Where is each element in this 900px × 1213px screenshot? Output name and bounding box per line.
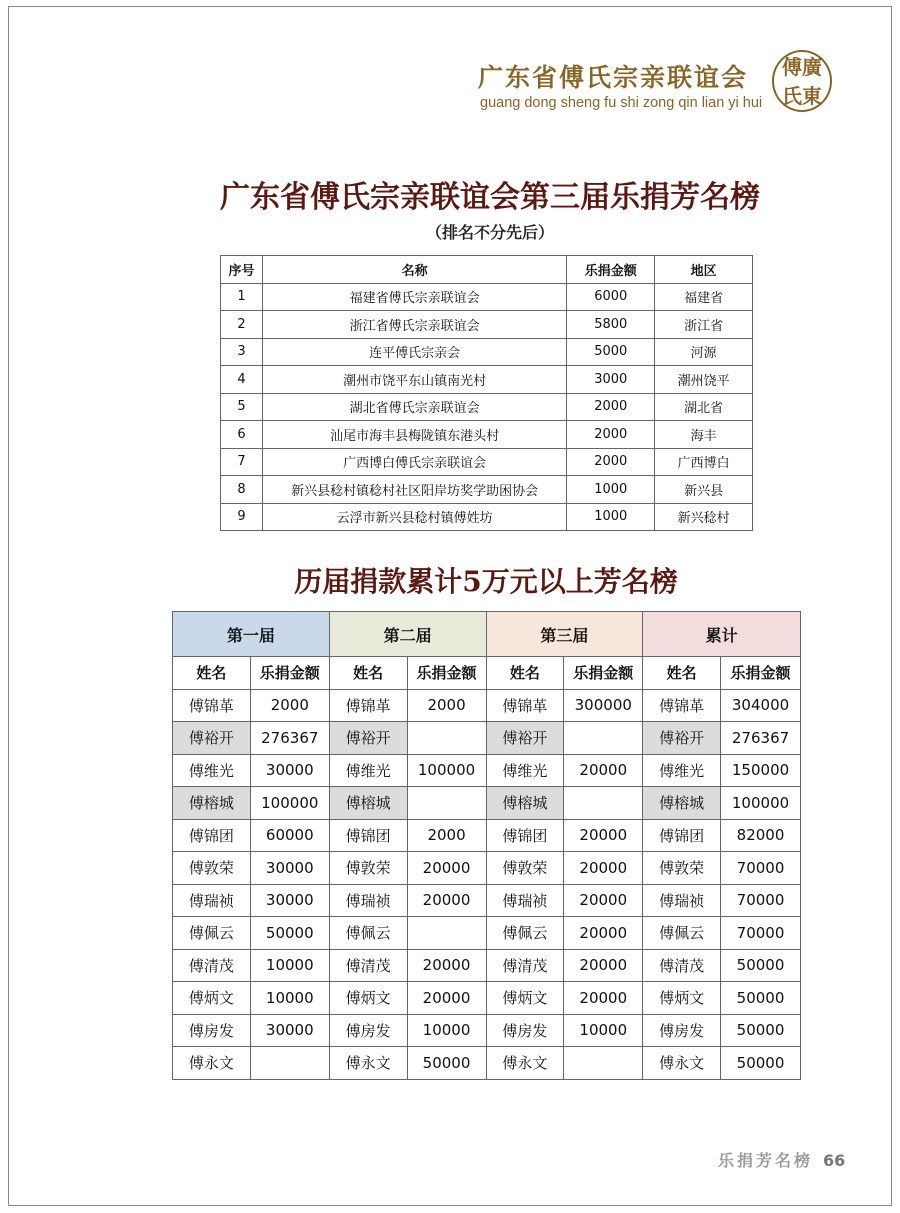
subheader-amount: 乐捐金额 bbox=[564, 657, 643, 690]
cell-name: 傅佩云 bbox=[329, 917, 407, 950]
cell-name: 傅锦团 bbox=[486, 819, 564, 852]
group-header-row bbox=[173, 612, 801, 657]
table-row bbox=[221, 338, 753, 366]
cell-amount: 30000 bbox=[250, 1014, 329, 1047]
cell-name: 傅敦荣 bbox=[486, 852, 564, 885]
cell-amount: 5800 bbox=[567, 311, 655, 339]
cell-name: 傅瑞祯 bbox=[486, 884, 564, 917]
cell-amount: 20000 bbox=[407, 982, 486, 1015]
cell-amount: 50000 bbox=[407, 1047, 486, 1080]
cell-region: 新兴县 bbox=[655, 476, 753, 504]
cell-region: 浙江省 bbox=[655, 311, 753, 339]
cell-amount: 70000 bbox=[721, 852, 801, 885]
cell-name: 傅榕城 bbox=[486, 787, 564, 820]
cell-index: 8 bbox=[221, 476, 263, 504]
cell-amount: 50000 bbox=[721, 1014, 801, 1047]
cell-amount: 304000 bbox=[721, 689, 801, 722]
cell-name: 傅敦荣 bbox=[643, 852, 721, 885]
subheader-amount: 乐捐金额 bbox=[250, 657, 329, 690]
cell-amount: 50000 bbox=[721, 982, 801, 1015]
cell-amount: 82000 bbox=[721, 819, 801, 852]
cell-amount: 70000 bbox=[721, 884, 801, 917]
cell-name: 傅维光 bbox=[173, 754, 251, 787]
cell-amount: 150000 bbox=[721, 754, 801, 787]
cell-name: 傅裕开 bbox=[173, 722, 251, 755]
cell-amount: 10000 bbox=[250, 949, 329, 982]
cell-name: 傅瑞祯 bbox=[173, 884, 251, 917]
table-row bbox=[173, 884, 801, 917]
cell-name: 傅永文 bbox=[329, 1047, 407, 1080]
cell-amount: 60000 bbox=[250, 819, 329, 852]
column-header: 乐捐金额 bbox=[567, 256, 655, 284]
cell-region: 福建省 bbox=[655, 283, 753, 311]
table-row bbox=[173, 1047, 801, 1080]
cell-name: 傅佩云 bbox=[173, 917, 251, 950]
cell-name: 福建省傅氏宗亲联谊会 bbox=[262, 283, 566, 311]
cell-amount: 6000 bbox=[567, 283, 655, 311]
cell-name: 傅锦团 bbox=[329, 819, 407, 852]
cell-region: 新兴稔村 bbox=[655, 503, 753, 531]
cell-index: 6 bbox=[221, 421, 263, 449]
cell-amount: 100000 bbox=[407, 754, 486, 787]
table-row bbox=[173, 982, 801, 1015]
cell-name: 傅敦荣 bbox=[173, 852, 251, 885]
group-header: 累计 bbox=[643, 612, 801, 657]
cell-name: 新兴县稔村镇稔村社区阳岸坊奖学助困协会 bbox=[262, 476, 566, 504]
subheader-name: 姓名 bbox=[173, 657, 251, 690]
table-row bbox=[221, 283, 753, 311]
cell-index: 3 bbox=[221, 338, 263, 366]
cell-index: 4 bbox=[221, 366, 263, 394]
cell-amount: 2000 bbox=[567, 448, 655, 476]
cell-amount: 10000 bbox=[564, 1014, 643, 1047]
table-row bbox=[221, 311, 753, 339]
cell-name: 傅锦革 bbox=[486, 689, 564, 722]
table-row bbox=[221, 503, 753, 531]
cell-amount bbox=[250, 1047, 329, 1080]
cell-name: 傅裕开 bbox=[486, 722, 564, 755]
cell-region: 广西博白 bbox=[655, 448, 753, 476]
cell-name: 傅房发 bbox=[486, 1014, 564, 1047]
header-org-pinyin: guang dong sheng fu shi zong qin lian yi hui bbox=[480, 95, 763, 111]
table-row bbox=[221, 476, 753, 504]
cell-name: 傅佩云 bbox=[486, 917, 564, 950]
cell-region: 潮州饶平 bbox=[655, 366, 753, 394]
table-row bbox=[221, 393, 753, 421]
column-header: 名称 bbox=[262, 256, 566, 284]
cell-name: 傅清茂 bbox=[173, 949, 251, 982]
cell-amount: 2000 bbox=[567, 421, 655, 449]
cell-amount: 100000 bbox=[721, 787, 801, 820]
cell-amount: 5000 bbox=[567, 338, 655, 366]
cell-name: 傅佩云 bbox=[643, 917, 721, 950]
subheader-row bbox=[173, 657, 801, 690]
page-title: 广东省傅氏宗亲联谊会第三届乐捐芳名榜 bbox=[220, 180, 760, 215]
table-row bbox=[173, 917, 801, 950]
table-row bbox=[221, 366, 753, 394]
cell-amount: 30000 bbox=[250, 852, 329, 885]
cell-name: 傅炳文 bbox=[173, 982, 251, 1015]
cell-name: 傅锦革 bbox=[329, 689, 407, 722]
cell-region: 河源 bbox=[655, 338, 753, 366]
column-header: 地区 bbox=[655, 256, 753, 284]
cell-name: 傅维光 bbox=[486, 754, 564, 787]
cell-name: 浙江省傅氏宗亲联谊会 bbox=[262, 311, 566, 339]
table-row bbox=[173, 787, 801, 820]
footer-section: 乐捐芳名榜 bbox=[718, 1151, 814, 1170]
cell-amount: 3000 bbox=[567, 366, 655, 394]
cell-name: 傅房发 bbox=[173, 1014, 251, 1047]
cell-amount: 2000 bbox=[407, 819, 486, 852]
cell-name: 傅炳文 bbox=[643, 982, 721, 1015]
cell-amount: 20000 bbox=[564, 949, 643, 982]
table-row bbox=[221, 421, 753, 449]
cell-amount: 20000 bbox=[564, 884, 643, 917]
cell-index: 2 bbox=[221, 311, 263, 339]
cell-amount: 20000 bbox=[564, 917, 643, 950]
cell-name: 傅敦荣 bbox=[329, 852, 407, 885]
cell-amount: 300000 bbox=[564, 689, 643, 722]
subheader-name: 姓名 bbox=[643, 657, 721, 690]
cell-name: 傅房发 bbox=[329, 1014, 407, 1047]
cell-name: 广西博白傅氏宗亲联谊会 bbox=[262, 448, 566, 476]
cell-name: 傅炳文 bbox=[486, 982, 564, 1015]
cell-name: 傅房发 bbox=[643, 1014, 721, 1047]
group-header: 第三届 bbox=[486, 612, 643, 657]
cell-amount: 20000 bbox=[564, 754, 643, 787]
cell-name: 傅瑞祯 bbox=[329, 884, 407, 917]
cell-amount: 30000 bbox=[250, 884, 329, 917]
table-row bbox=[173, 754, 801, 787]
cell-name: 连平傅氏宗亲会 bbox=[262, 338, 566, 366]
cell-amount: 10000 bbox=[250, 982, 329, 1015]
table-header-row bbox=[221, 256, 753, 284]
cell-amount bbox=[407, 787, 486, 820]
cell-amount: 2000 bbox=[407, 689, 486, 722]
cell-name: 傅裕开 bbox=[643, 722, 721, 755]
cell-amount: 20000 bbox=[564, 982, 643, 1015]
cell-amount: 10000 bbox=[407, 1014, 486, 1047]
cell-region: 海丰 bbox=[655, 421, 753, 449]
cell-amount bbox=[407, 722, 486, 755]
page-subtitle: （排名不分先后） bbox=[425, 223, 554, 242]
cell-amount: 70000 bbox=[721, 917, 801, 950]
group-header: 第二届 bbox=[329, 612, 486, 657]
cell-name: 傅清茂 bbox=[329, 949, 407, 982]
cell-amount: 2000 bbox=[567, 393, 655, 421]
cumulative-title: 历届捐款累计5万元以上芳名榜 bbox=[294, 565, 678, 598]
cell-amount: 50000 bbox=[250, 917, 329, 950]
table-row bbox=[173, 949, 801, 982]
table-row bbox=[173, 852, 801, 885]
cell-amount bbox=[407, 917, 486, 950]
cell-amount: 20000 bbox=[564, 852, 643, 885]
subheader-name: 姓名 bbox=[486, 657, 564, 690]
cell-name: 傅永文 bbox=[486, 1047, 564, 1080]
cell-index: 5 bbox=[221, 393, 263, 421]
cell-amount: 2000 bbox=[250, 689, 329, 722]
cell-name: 傅榕城 bbox=[173, 787, 251, 820]
cell-amount: 1000 bbox=[567, 476, 655, 504]
cell-name: 傅维光 bbox=[329, 754, 407, 787]
cell-amount: 276367 bbox=[721, 722, 801, 755]
cell-amount: 276367 bbox=[250, 722, 329, 755]
cell-name: 傅清茂 bbox=[643, 949, 721, 982]
table-row bbox=[173, 689, 801, 722]
cell-amount bbox=[564, 787, 643, 820]
donation-table bbox=[220, 255, 753, 531]
cell-amount: 20000 bbox=[564, 819, 643, 852]
cell-name: 傅榕城 bbox=[329, 787, 407, 820]
cell-amount: 30000 bbox=[250, 754, 329, 787]
footer bbox=[718, 1148, 845, 1171]
cell-amount: 20000 bbox=[407, 852, 486, 885]
cell-name: 傅锦革 bbox=[643, 689, 721, 722]
cell-amount: 100000 bbox=[250, 787, 329, 820]
cell-name: 傅裕开 bbox=[329, 722, 407, 755]
table-row bbox=[221, 448, 753, 476]
cell-name: 傅永文 bbox=[643, 1047, 721, 1080]
cell-amount: 50000 bbox=[721, 949, 801, 982]
column-header: 序号 bbox=[221, 256, 263, 284]
cell-amount: 50000 bbox=[721, 1047, 801, 1080]
cell-amount: 20000 bbox=[407, 949, 486, 982]
cell-index: 7 bbox=[221, 448, 263, 476]
group-header: 第一届 bbox=[173, 612, 330, 657]
cell-region: 湖北省 bbox=[655, 393, 753, 421]
cell-name: 傅锦团 bbox=[173, 819, 251, 852]
cell-name: 湖北省傅氏宗亲联谊会 bbox=[262, 393, 566, 421]
subheader-name: 姓名 bbox=[329, 657, 407, 690]
table-row bbox=[173, 722, 801, 755]
cumulative-table bbox=[172, 611, 801, 1080]
subheader-amount: 乐捐金额 bbox=[721, 657, 801, 690]
cell-name: 云浮市新兴县稔村镇傅姓坊 bbox=[262, 503, 566, 531]
cell-name: 傅维光 bbox=[643, 754, 721, 787]
header-org-name: 广东省傅氏宗亲联谊会 bbox=[478, 63, 749, 92]
cell-name: 潮州市饶平东山镇南光村 bbox=[262, 366, 566, 394]
cell-amount bbox=[564, 722, 643, 755]
cell-name: 傅永文 bbox=[173, 1047, 251, 1080]
table-row bbox=[173, 1014, 801, 1047]
cell-name: 傅炳文 bbox=[329, 982, 407, 1015]
cell-name: 傅锦革 bbox=[173, 689, 251, 722]
cell-name: 傅榕城 bbox=[643, 787, 721, 820]
seal-logo: 傅 廣 氏 東 bbox=[772, 50, 832, 112]
subheader-amount: 乐捐金额 bbox=[407, 657, 486, 690]
cell-name: 傅瑞祯 bbox=[643, 884, 721, 917]
cell-amount: 20000 bbox=[407, 884, 486, 917]
table-row bbox=[173, 819, 801, 852]
cell-name: 汕尾市海丰县梅陇镇东港头村 bbox=[262, 421, 566, 449]
cell-amount: 1000 bbox=[567, 503, 655, 531]
cell-amount bbox=[564, 1047, 643, 1080]
cell-name: 傅清茂 bbox=[486, 949, 564, 982]
cell-index: 9 bbox=[221, 503, 263, 531]
cell-index: 1 bbox=[221, 283, 263, 311]
cell-name: 傅锦团 bbox=[643, 819, 721, 852]
page-number: 66 bbox=[823, 1151, 846, 1170]
